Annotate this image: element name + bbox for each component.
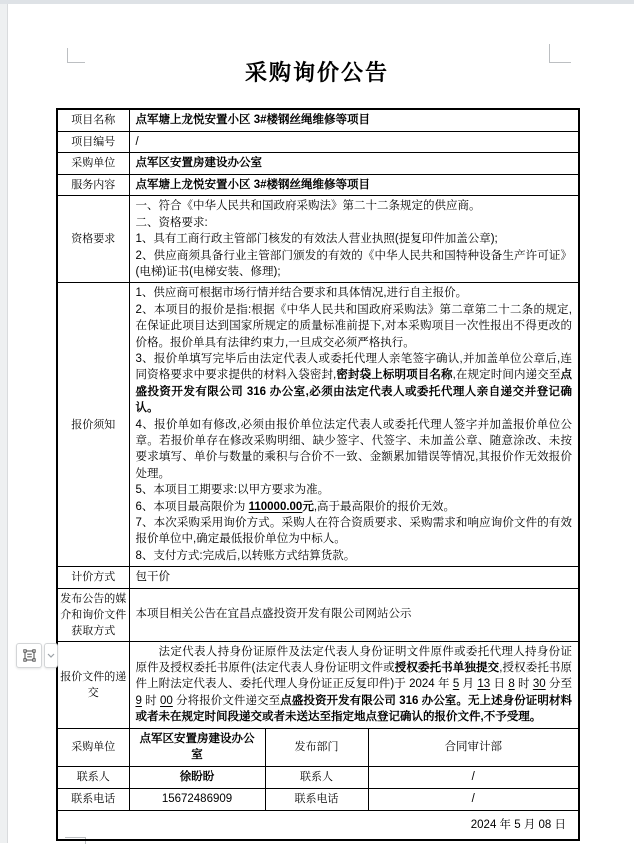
document-page[interactable] [9,4,634,843]
table-row [57,766,579,788]
toolbar-dropdown-button[interactable] [44,643,58,668]
paragraph [136,112,573,128]
row-label-cell: 发布公告的媒介和询价文件获取方式 [57,588,129,641]
text-run: 3、报价单填写完毕后由法定代表人或委托代理人亲笔签字确认,并加盖单位公章后,连同资格要求中要求提供的材料入袋密封, [135,352,573,382]
floating-object-toolbar [16,643,58,668]
table-row [57,283,579,567]
text-run: / [135,135,139,148]
paragraph [136,606,573,622]
table-row [57,131,579,152]
paragraph [136,302,573,351]
table-row [57,109,579,131]
contact-label-cell [57,728,129,766]
table-row [57,174,579,195]
row-label-cell: 计价方式 [57,567,129,588]
text-run: 联系电话 [294,793,339,805]
paragraph [136,134,573,150]
text-run: 00 [160,694,173,707]
table-row [57,728,579,766]
chevron-down-icon [47,653,55,658]
text-run: 元 [302,500,314,513]
text-run: 7、本次采购采用询价方式。采购人在符合资质要求、采购需求和响应询价文件的有效报价单位中,确定最低报价单位为中标人。 [135,517,573,546]
text-run: 13 [477,678,491,691]
table-row [57,588,579,641]
text-run: 点军塘上龙悦安置小区 3#楼钢丝绳维修等项目 [135,114,370,127]
contact-label-cell [57,788,129,810]
table-row [57,641,579,728]
text-run: 联系人 [300,771,333,783]
text-run: 一、符合《中华人民共和国政府采购法》第二十二条规定的供应商。 [135,200,481,213]
row-label-cell: 资格要求 [57,196,129,283]
paragraph [136,548,573,564]
text-run: 本项目相关公告在宜昌点盛投资开发有限公司网站公示 [135,608,412,621]
paragraph [136,499,573,515]
text-run: 6、本项目最高限价为 [135,500,249,513]
text-run: 二、资格要求: [135,216,208,229]
paragraph [136,417,573,483]
text-run: 2、供应商须具备行业主管部门颁发的有效的《中华人民共和国特种设备生产许可证》(电梯)证书(电梯安装、修理); [135,249,573,278]
table-row [57,810,579,840]
contact-value-cell [129,728,265,766]
row-label-cell: 采购单位 [57,152,129,174]
contact-value-cell [129,788,265,810]
text-run: 5、本项目工期要求:以甲方要求为准。 [135,484,330,497]
table-select-button[interactable] [16,643,42,668]
text-run: 点盛投资开发有限公司 316 办公室,必须由法定代表人或委托代理人亲自递交并登记确认。 [135,369,573,415]
text-run: 点军塘上龙悦安置小区 3#楼钢丝绳维修等项目 [135,178,370,191]
text-run: 采购单位 [71,741,116,754]
row-label-cell: 项目编号 [57,131,129,152]
row-content-cell [129,283,579,567]
text-run: 徐盼盼 [179,770,215,783]
text-run: ,在规定时间内递交至 [452,369,561,382]
text-run: / [471,792,475,805]
text-run: 包干价 [135,571,170,584]
text-run: 5 [452,678,460,691]
table-row [57,196,579,283]
text-run: ,授权委托书原件上附法定代表人、委托代理人身份证正反复印件)于 2024 年 [135,662,573,691]
table-row [57,152,579,174]
text-run: 时 [514,678,533,691]
row-content-cell [129,131,579,152]
text-run: 月 [459,678,478,691]
text-run: 4、报价单如有修改,必须由报价单位法定代表人或委托代理人签字并加盖报价单位公章。若报价单存在修改采购明细、缺少签字、代签字、未加盖公章、随意涂改、未按要求填写、单价与数量的乘积与合价不一致、金额累加错误等情况,其报价作无效报价处理。 [135,418,573,480]
paragraph [136,198,573,214]
paragraph [136,285,573,301]
contact-label-cell [265,766,368,788]
contact-value-cell [368,728,579,766]
text-run: 9 [135,694,142,707]
text-run: 密封袋上标明项目名称 [336,369,453,382]
row-content-cell [129,174,579,195]
text-run: 1、供应商可根据市场行情并结合要求和具体情况,进行自主报价。 [135,287,468,300]
text-run: 点军区安置房建设办公室 [135,157,262,170]
paragraph [136,515,573,548]
paragraph [136,482,573,498]
row-content-cell [129,588,579,641]
contact-label-cell [265,788,368,810]
table-select-icon [22,648,37,663]
text-run: 30 [532,678,546,691]
row-content-cell [129,567,579,588]
announcement-table [56,108,580,841]
text-run: 授权委托书单独提交 [394,662,500,675]
text-run: 点盛投资开发有限公司 316 办公室。无上述身份证明材料或者未在规定时间段递交或者未送达至指定地点登记确认的报价文件,不予受理。 [135,694,573,724]
paragraph [136,644,573,726]
text-run: 点军区安置房建设办公室 [139,732,255,762]
text-run: 发布部门 [294,741,339,754]
text-run: ,高于最高限价的报价无效。 [313,500,456,513]
contact-value-cell [368,766,579,788]
announcement-date-cell: 2024 年 5 月 08 日 [57,810,579,840]
contact-label-cell [265,728,368,766]
paragraph [136,177,573,193]
row-content-cell [129,109,579,131]
canvas-left-edge [0,4,8,843]
contact-value-cell [129,766,265,788]
paragraph [136,248,573,281]
text-run: 联系人 [76,771,110,783]
text-run: 分至 [545,678,573,691]
contact-value-cell [368,788,579,810]
row-content-cell [129,196,579,283]
contact-label-cell [57,766,129,788]
row-content-cell [129,152,579,174]
text-run: 1、具有工商行政主管部门核发的有效法人营业执照(提复印件加盖公章); [135,233,498,246]
row-content-cell [129,641,579,728]
text-run: 8、支付方式:完成后,以转账方式结算货款。 [135,549,356,562]
table-row [57,567,579,588]
row-label-cell: 报价须知 [57,283,129,567]
text-run: / [471,770,475,783]
text-run: 2、本项目的报价是指:根据《中华人民共和国政府采购法》第二章第二十二条的规定,在保证此项目达到国家所规定的质量标准前提下,对本采购项目一次性报出不得更改的价格。报价单具有法律约束力,一旦成交必须严格执行。 [135,303,573,349]
table-row [57,788,579,810]
text-run: 时 [141,694,161,707]
paragraph [136,155,573,171]
row-label-cell: 报价文件的递交 [57,641,129,728]
text-run: 日 [490,678,509,691]
text-run: 合同审计部 [444,740,502,753]
paragraph [136,215,573,231]
text-run: 110000.00 [248,500,303,513]
text-run: 法定代表人持身份证原件及法定代表人身份证明文件原件或委托代理人持身份证原件及授权委托书原件(法定代表人身份证明文件或 [135,645,573,675]
text-run: 15672486909 [161,792,233,805]
text-run: 分将报价文件递交至 [172,694,281,707]
text-run: 联系电话 [71,793,116,805]
paragraph [136,569,573,585]
page-title: 采购询价公告 [244,60,389,85]
row-label-cell: 项目名称 [57,109,129,131]
text-run: 8 [508,678,515,691]
paragraph [136,231,573,247]
paragraph [136,351,573,417]
row-label-cell: 服务内容 [57,174,129,195]
